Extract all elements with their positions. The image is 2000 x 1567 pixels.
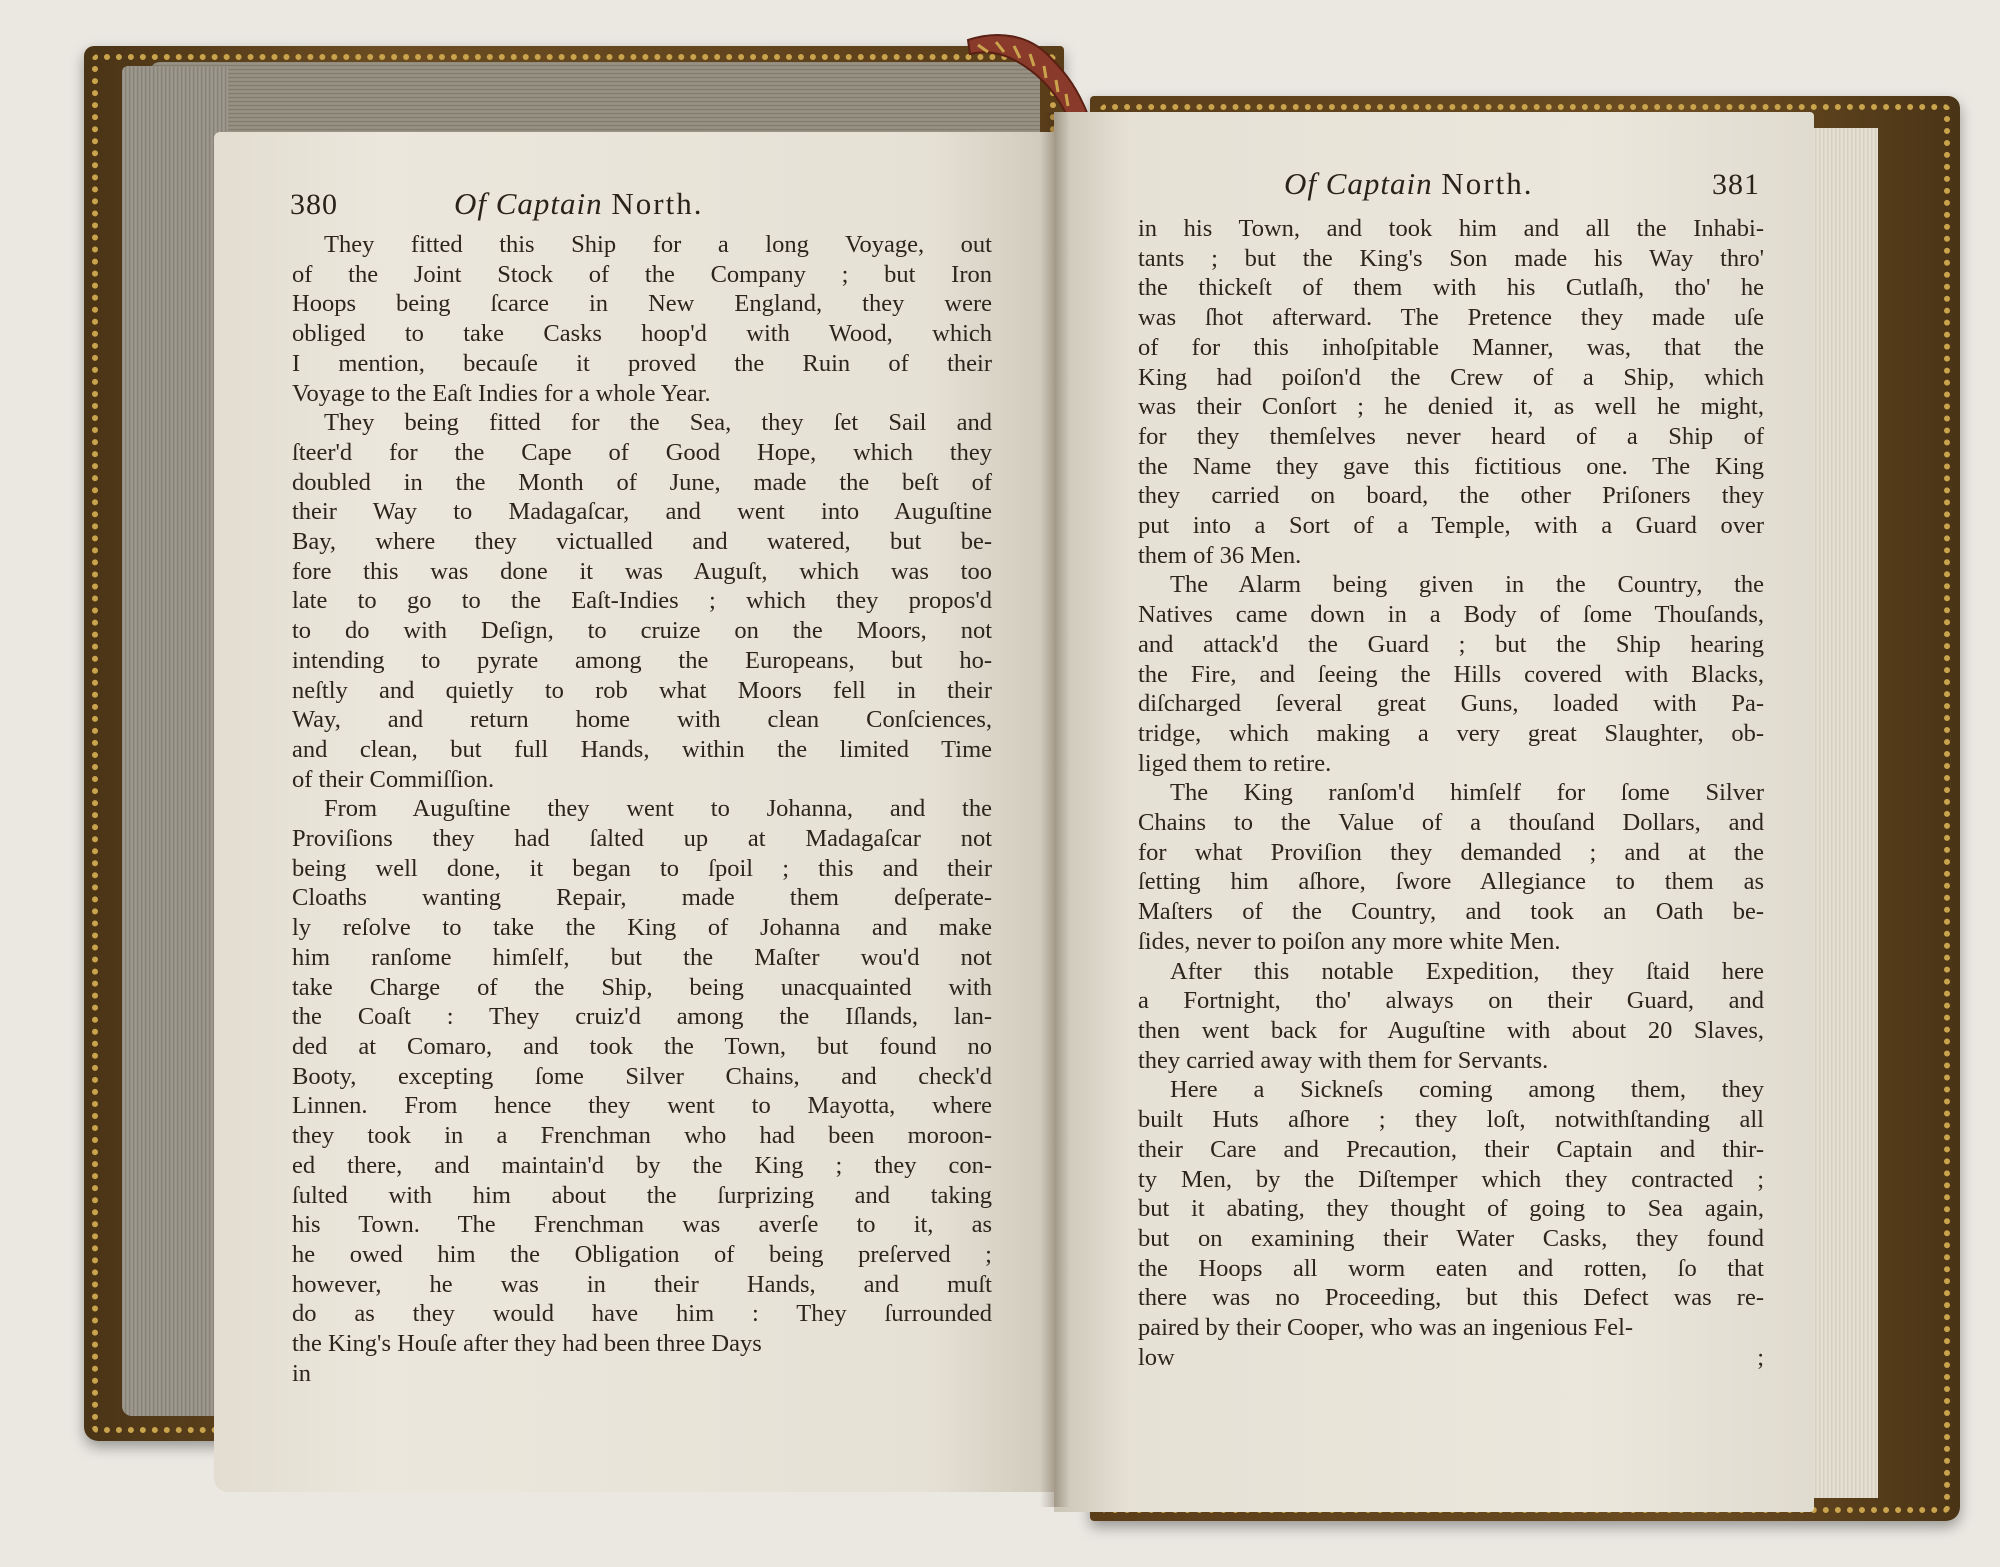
- text-line: neſtly and quietly to rob what Moors fell in their: [292, 676, 992, 704]
- text-line: Linnen. From hence they went to Mayotta, where: [292, 1092, 992, 1120]
- text-line: Way, and return home with clean Conſciences,: [292, 706, 992, 734]
- text-line: The Alarm being given in the Country, the: [1170, 571, 1764, 599]
- text-line: The King ranſom'd himſelf for ſome Silver: [1170, 779, 1764, 807]
- page-number: 380: [290, 188, 338, 221]
- text-line: them of 36 Men.: [1138, 541, 1302, 569]
- text-line: King had poiſon'd the Crew of a Ship, which: [1138, 363, 1764, 391]
- text-line: ſulted with him about the ſurprizing and taking: [292, 1181, 992, 1209]
- running-head-name: North.: [611, 186, 704, 221]
- text-line: Booty, excepting ſome Silver Chains, and check'd: [292, 1062, 992, 1090]
- text-line: he owed him the Obligation of being preſerved ;: [292, 1240, 992, 1268]
- text-line: Cloaths wanting Repair, made them deſperate-: [292, 884, 992, 912]
- text-line: Natives came down in a Body of ſome Thouſands,: [1138, 601, 1764, 629]
- running-head: [454, 186, 703, 222]
- text-line: and attack'd the Guard ; but the Ship hearing: [1138, 630, 1764, 658]
- text-line: for what Proviſion they demanded ; and at the: [1138, 838, 1764, 866]
- text-line: but it abating, they thought of going to Sea again,: [1138, 1195, 1764, 1223]
- text-line: After this notable Expedition, they ſtaid here: [1170, 957, 1764, 985]
- text-line: put into a Sort of a Temple, with a Guard over: [1138, 512, 1764, 540]
- text-line: a Fortnight, tho' always on their Guard, and: [1138, 987, 1764, 1015]
- catchword: in: [292, 1359, 312, 1387]
- text-line: however, he was in their Hands, and muſt: [292, 1270, 992, 1298]
- text-line: ly reſolve to take the King of Johanna and make: [292, 914, 992, 942]
- text-line: of for this inhoſpitable Manner, was, that the: [1138, 333, 1764, 361]
- text-line: the thickeſt of them with his Cutlaſh, tho' he: [1138, 274, 1764, 302]
- text-line: then went back for Auguſtine with about 20 Slaves,: [1138, 1016, 1764, 1044]
- text-line: their Way to Madagaſcar, and went into Auguſtine: [292, 498, 992, 526]
- text-line: they took in a Frenchman who had been moroon-: [292, 1122, 992, 1150]
- catchword: low ;: [1138, 1343, 1764, 1371]
- text-line: to do with Deſign, to cruize on the Moors, not: [292, 617, 992, 645]
- text-line: late to go to the Eaſt-Indies ; which they propos'd: [292, 587, 992, 615]
- text-line: ty Men, by the Diſtemper which they contracted ;: [1138, 1165, 1764, 1193]
- text-line: there was no Proceeding, but this Defect was re-: [1138, 1284, 1764, 1312]
- text-line: Chains to the Value of a thouſand Dollars, and: [1138, 809, 1764, 837]
- text-line: ed there, and maintain'd by the King ; they con-: [292, 1151, 992, 1179]
- body-text: [292, 230, 992, 1388]
- text-line: was their Conſort ; he denied it, as well he might,: [1138, 393, 1764, 421]
- text-line: Here a Sickneſs coming among them, they: [1170, 1076, 1764, 1104]
- text-line: was ſhot afterward. The Pretence they made uſe: [1138, 304, 1764, 332]
- text-line: but on examining their Water Casks, they found: [1138, 1224, 1764, 1252]
- text-line: being well done, it began to ſpoil ; this and their: [292, 854, 992, 882]
- text-line: liged them to retire.: [1138, 749, 1332, 777]
- text-line: Hoops being ſcarce in New England, they were: [292, 290, 992, 318]
- text-line: the Fire, and ſeeing the Hills covered with Blacks,: [1138, 660, 1764, 688]
- text-line: the Hoops all worm eaten and rotten, ſo that: [1138, 1254, 1764, 1282]
- text-line: obliged to take Casks hoop'd with Wood, which: [292, 320, 992, 348]
- text-line: intending to pyrate among the Europeans, but ho-: [292, 646, 992, 674]
- text-line: him ranſome himſelf, but the Maſter wou'd not: [292, 943, 992, 971]
- page-number: 381: [1712, 168, 1760, 201]
- ribbon-bookmark: [958, 30, 1098, 120]
- text-line: From Auguſtine they went to Johanna, and the: [324, 795, 992, 823]
- text-line: paired by their Cooper, who was an ingenious Fel-: [1138, 1314, 1634, 1342]
- running-head-name: North.: [1441, 166, 1534, 201]
- text-line: I mention, becauſe it proved the Ruin of their: [292, 349, 992, 377]
- book-gutter: [1040, 112, 1070, 1507]
- text-line: of their Commiſſion.: [292, 765, 495, 793]
- right-page-edges-side: [1808, 128, 1878, 1498]
- text-line: for they themſelves never heard of a Ship of: [1138, 422, 1764, 450]
- text-line: ded at Comaro, and took the Town, but found no: [292, 1032, 992, 1060]
- running-head-prefix: Of Captain: [454, 186, 612, 221]
- text-line: the King's Houſe after they had been three Days: [292, 1330, 762, 1358]
- left-page-edges-side: [122, 66, 228, 1416]
- text-line: Bay, where they victualled and watered, but be-: [292, 528, 992, 556]
- right-page: [1054, 112, 1814, 1512]
- text-line: tridge, which making a very great Slaughter, ob-: [1138, 719, 1764, 747]
- left-page: [214, 132, 1054, 1492]
- text-line: take Charge of the Ship, being unacquainted with: [292, 973, 992, 1001]
- text-line: they carried away with them for Servants.: [1138, 1046, 1549, 1074]
- text-line: and clean, but full Hands, within the limited Time: [292, 735, 992, 763]
- text-line: their Care and Precaution, their Captain and thir-: [1138, 1135, 1764, 1163]
- text-line: they carried on board, the other Priſoners they: [1138, 482, 1764, 510]
- text-line: his Town. The Frenchman was averſe to it, as: [292, 1211, 992, 1239]
- body-text: [1138, 214, 1764, 1372]
- text-line: ſides, never to poiſon any more white Men.: [1138, 927, 1561, 955]
- text-line: in his Town, and took him and all the Inhabi-: [1138, 215, 1764, 242]
- text-line: They fitted this Ship for a long Voyage, out: [324, 231, 992, 258]
- text-line: ſetting him aſhore, ſwore Allegiance to them as: [1138, 868, 1764, 896]
- running-head-prefix: Of Captain: [1284, 166, 1442, 201]
- text-line: Maſters of the Country, and took an Oath be-: [1138, 898, 1764, 926]
- text-line: They being fitted for the Sea, they ſet Sail and: [324, 409, 992, 437]
- text-line: of the Joint Stock of the Company ; but Iron: [292, 260, 992, 288]
- text-line: diſcharged ſeveral great Guns, loaded with Pa-: [1138, 690, 1764, 718]
- running-head: [1284, 166, 1533, 202]
- text-line: tants ; but the King's Son made his Way thro': [1138, 244, 1764, 272]
- text-line: Proviſions they had ſalted up at Madagaſcar not: [292, 825, 992, 853]
- text-line: Voyage to the Eaſt Indies for a whole Year.: [292, 379, 711, 407]
- text-line: the Coaſt : They cruiz'd among the Iſlands, lan-: [292, 1003, 992, 1031]
- text-line: doubled in the Month of June, made the beſt of: [292, 468, 992, 496]
- text-line: do as they would have him : They ſurrounded: [292, 1300, 992, 1328]
- text-line: the Name they gave this fictitious one. The King: [1138, 452, 1764, 480]
- text-line: fore this was done it was Auguſt, which was too: [292, 557, 992, 585]
- text-line: ſteer'd for the Cape of Good Hope, which they: [292, 438, 992, 466]
- text-line: built Huts aſhore ; they loſt, notwithſtanding all: [1138, 1106, 1764, 1134]
